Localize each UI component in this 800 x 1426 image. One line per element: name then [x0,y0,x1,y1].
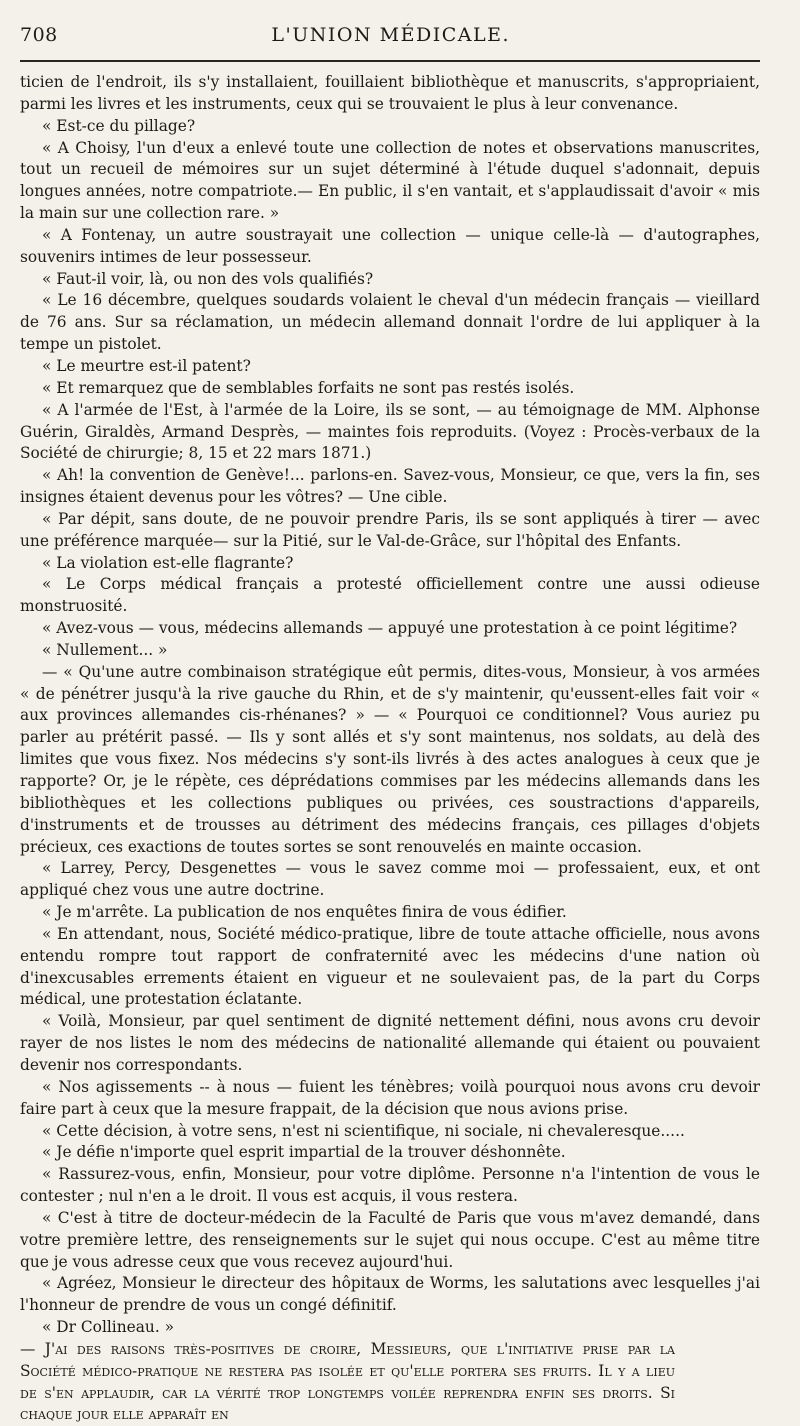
paragraph: « Rassurez-vous, enfin, Monsieur, pour votre diplôme. Personne n'a l'intention de vous le contester ; nul n'en a le droit. Il vous est acquis, il vous restera. [20,1165,760,1206]
paragraph: « A Fontenay, un autre soustrayait une collection — unique celle-là — d'autographes, souvenirs intimes de leur possesseur. [20,225,760,266]
paragraph: « Agréez, Monsieur le directeur des hôpitaux de Worms, les salutations avec lesquelles j'ai l'honneur de prendre de vous un congé définitif. [20,1274,760,1315]
paragraph: « Nos agissements -- à nous — fuient les ténèbres; voilà pourquoi nous avons cru devoir faire part à ceux que la mesure frappait, de la décision que nous avions prise. [20,1077,760,1118]
paragraph: « Est-ce du pillage? [42,116,196,135]
paragraph: « Faut-il voir, là, ou non des vols qualifiés? [42,269,374,288]
header-rule [20,60,760,62]
paragraph: « Dr Collineau. » [42,1318,175,1337]
paragraph: « A Choisy, l'un d'eux a enlevé toute une collection de notes et observations manuscrites, tout un recueil de mémoires sur un sujet déterminé à l'étude duquel s'adonnait, depuis longues années, notre compatriote.— En public, il s'en vantait, et s'applaudissait d'avoir « mis la main sur une collection rare. » [20,138,760,223]
paragraph: « C'est à titre de docteur-médecin de la Faculté de Paris que vous m'avez demandé, dans votre première lettre, des renseignements sur le sujet qui nous occupe. C'est au même titre que je vous adresse ceux que vous recevez aujourd'hui. [20,1208,760,1271]
paragraph: « Et remarquez que de semblables forfaits ne sont pas restés isolés. [42,378,575,397]
paragraph: ticien de l'endroit, ils s'y installaient, fouillaient bibliothèque et manuscrits, s'appropriaient, parmi les livres et les instruments, ceux qui se trouvaient le plus à leur convenance. [20,73,760,113]
paragraph: « En attendant, nous, Société médico-pratique, libre de toute attache officielle, nous avons entendu rompre tout rapport de confraternité avec les médecins d'une nation où d'inexcusables errements étaient en vigueur et ne soulevaient pas, de la part du Corps médical, une protestation éclatante. [20,924,760,1009]
body-text [20,72,760,1426]
paragraph: « Je défie n'importe quel esprit impartial de la trouver déshonnête. [42,1143,566,1162]
paragraph: « Le 16 décembre, quelques soudards volaient le cheval d'un médecin français — vieillard de 76 ans. Sur sa réclamation, un médecin allemand donnait l'ordre de lui appliquer à la tempe un pistolet. [20,291,760,354]
running-header [20,24,760,58]
paragraph: « Par dépit, sans doute, de ne pouvoir prendre Paris, ils se sont appliqués à tirer — avec une préférence marquée— sur la Pitié, sur le Val-de-Grâce, sur l'hôpital des Enfants. [20,509,760,550]
paragraph: « Le meurtre est-il patent? [42,356,251,375]
paragraph: « La violation est-elle flagrante? [42,553,294,572]
paragraph: « A l'armée de l'Est, à l'armée de la Loire, ils se sont, — au témoignage de MM. Alphonse Guérin, Giraldès, Armand Desprès, — maintes fois reproduits. (Voyez : Procès-verbaux de la Société de chirurgie; 8, 15 et 22 mars 1871.) [20,400,760,463]
running-title: L'UNION MÉDICALE. [271,24,510,46]
paragraph: « Ah! la convention de Genève!... parlons-en. Savez-vous, Monsieur, ce que, vers la fin, ses insignes étaient devenus pour les vôtres? — Une cible. [20,466,760,507]
paragraph: « Le Corps médical français a protesté officiellement contre une aussi odieuse monstruosité. [20,575,760,616]
paragraph: — « Qu'une autre combinaison stratégique eût permis, dites-vous, Monsieur, à vos armées « de pénétrer jusqu'à la rive gauche du Rhin, et de s'y maintenir, qu'eussent-elles fait voir « aux provinces allemandes cis-rhénanes? » — « Pourquoi ce conditionnel? Vous auriez pu parler au prétérit passé. — Ils y sont allés et s'y sont maintenus, nos soldats, au delà des limites que vous fixez. Nos médecins s'y sont-ils livrés à des actes analogues à ceux que je rapporte? Or, je le répète, ces déprédations commises par les médecins allemands dans les bibliothèques et les collections publiques ou privées, ces soustractions d'appareils, d'instruments et de trousses au détriment des médecins français, ces pillages d'objets précieux, ces exactions de toutes sortes se sont renouvelés en mainte occasion. [20,662,760,856]
paragraph: « Nullement... » [42,640,168,659]
signature: — J'ai des raisons très-positives de croire, Messieurs, que l'initiative prise par la Société médico-pratique ne restera pas isolée et qu'elle portera ses fruits. Il y a lieu de s'en applaudir, car la vérité trop longtemps voilée reprendra enfin ses droits. Si chaque jour elle apparaît en [20,1339,675,1424]
paragraph: « Avez-vous — vous, médecins allemands — appuyé une protestation à ce point légitime? [42,619,738,638]
page-number: 708 [20,24,58,46]
paragraph: « Je m'arrête. La publication de nos enquêtes finira de vous édifier. [42,903,567,922]
paragraph: « Voilà, Monsieur, par quel sentiment de dignité nettement défini, nous avons cru devoir rayer de nos listes le nom des médecins de nationalité allemande qui étaient ou pouvaient devenir nos correspondants. [20,1012,760,1074]
paragraph: « Cette décision, à votre sens, n'est ni scientifique, ni sociale, ni chevaleresque..... [42,1121,685,1140]
paragraph: « Larrey, Percy, Desgenettes — vous le savez comme moi — professaient, eux, et ont appliqué chez vous une autre doctrine. [20,859,760,900]
